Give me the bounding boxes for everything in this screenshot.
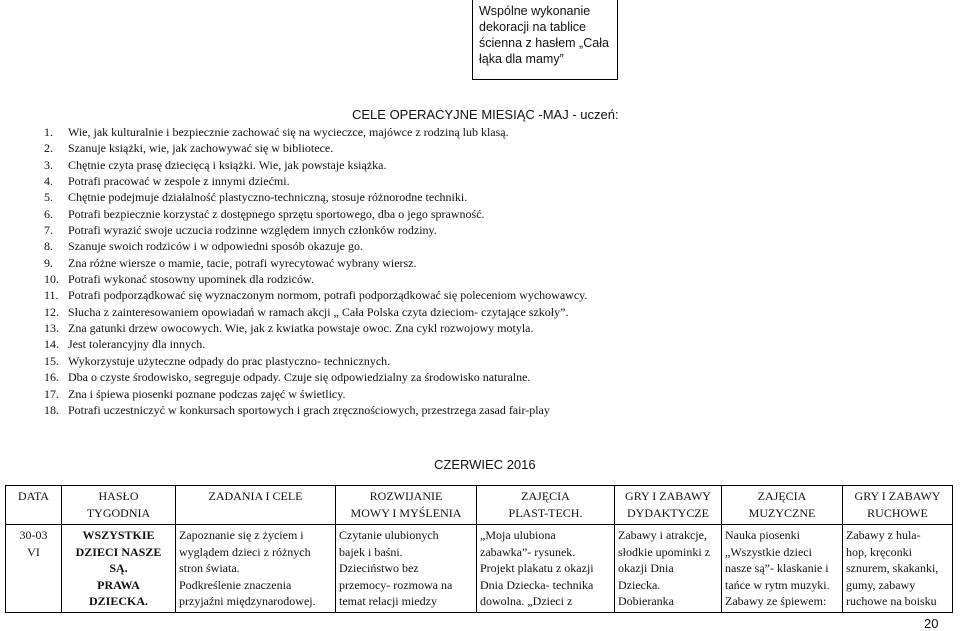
list-item [44, 353, 587, 369]
list-item-text: Wie, jak kulturalnie i bezpiecznie zachować się na wycieczce, majówce z rodziną lub klasą. [68, 125, 509, 139]
list-item [44, 124, 587, 140]
list-item-number: 8. [44, 239, 53, 254]
list-item-number: 18. [44, 402, 59, 417]
list-item-text: Potrafi wyrazić swoje uczucia rodzinne względem innych członków rodziny. [68, 223, 437, 238]
list-item-number: 4. [44, 174, 53, 189]
cell-haslo: WSZYSTKIE DZIECI NASZE SĄ. PRAWA DZIECKA. [62, 525, 176, 613]
list-item-number: 12. [44, 304, 59, 319]
cell-plast: „Moja ulubiona zabawka”- rysunek. Projekt plakatu z okazji Dnia Dziecka- technika dowolna. „Dzieci z [477, 525, 615, 613]
list-item [44, 336, 587, 352]
page-number: 20 [924, 616, 939, 631]
goals-list [44, 124, 587, 418]
list-item [44, 157, 587, 173]
list-item [44, 386, 587, 402]
top-activity-cell [472, 0, 618, 80]
goals-title: CELE OPERACYJNE MIESIĄC -MAJ - uczeń: [352, 107, 619, 122]
list-item [44, 320, 587, 336]
list-item-text: Potrafi uczestniczyć w konkursach sportowych i grach zręcznościowych, przestrzega zasad fair-play [68, 402, 550, 417]
top-cell-line: łąka dla mamy” [479, 52, 564, 66]
list-item-text: Potrafi bezpiecznie korzystać z dostępnego sprzętu sportowego, dba o jego sprawność. [68, 206, 485, 221]
list-item-number: 11. [44, 288, 59, 303]
header-data: DATA [6, 486, 62, 525]
list-item-text: Szanuje książki, wie, jak zachowywać się w bibliotece. [68, 141, 334, 156]
top-cell-line: Wspólne wykonanie [479, 4, 591, 18]
list-item-number: 14. [44, 337, 59, 352]
cell-muzyczne: Nauka piosenki „Wszystkie dzieci nasze są”- klaskanie i tańce w rytm muzyki. Zabawy ze śpiewem: [722, 525, 843, 613]
cell-mowa: Czytanie ulubionych bajek i baśni. Dzieciństwo bez przemocy- rozmowa na temat relacji miedzy [336, 525, 477, 613]
header-ruchowe: GRY I ZABAWY RUCHOWE [843, 486, 953, 525]
list-item-text: Zna gatunki drzew owocowych. Wie, jak z kwiatka powstaje owoc. Zna cykl rozwojowy motyla. [68, 321, 534, 336]
list-item-number: 13. [44, 321, 59, 336]
list-item-text: Potrafi podporządkować się wyznaczonym normom, potrafi podporządkować się poleceniom wychowawcy. [68, 288, 588, 303]
table-header-row [6, 486, 953, 525]
list-item-text: Chętnie podejmuje działalność plastyczno-techniczną, stosuje różnorodne techniki. [68, 190, 468, 205]
list-item-text: Dba o czyste środowisko, segreguje odpady. Czuje się odpowiedzialny za środowisko naturalne. [68, 370, 531, 385]
list-item-text: Zna różne wiersze o mamie, tacie, potrafi wyrecytować wybrany wiersz. [68, 255, 417, 270]
list-item-text: Słucha z zainteresowaniem opowiadań w ramach akcji „ Cała Polska czyta dzieciom- czytające szkoły”. [68, 304, 569, 319]
list-item [44, 287, 587, 303]
list-item [44, 206, 587, 222]
list-item [44, 304, 587, 320]
plan-table [5, 485, 953, 613]
top-cell-line: ścienna z hasłem „Cała [479, 36, 609, 50]
list-item-number: 1. [44, 125, 53, 139]
list-item-number: 2. [44, 141, 53, 156]
header-muzyczne: ZAJĘCIA MUZYCZNE [722, 486, 843, 525]
list-item [44, 140, 587, 156]
list-item [44, 271, 587, 287]
list-item [44, 222, 587, 238]
list-item-number: 5. [44, 190, 53, 205]
list-item [44, 255, 587, 271]
cell-zadania: Zapoznanie się z życiem i wyglądem dzieci z różnych stron świata. Podkreślenie znaczenia przyjaźni międzynarodowej. [176, 525, 336, 613]
list-item [44, 189, 587, 205]
cell-date: 30-03 VI [6, 525, 62, 613]
header-mowa: ROZWIJANIE MOWY I MYŚLENIA [336, 486, 477, 525]
header-zadania: ZADANIA I CELE [176, 486, 336, 525]
list-item-text: Wykorzystuje użyteczne odpady do prac plastyczno- technicznych. [68, 353, 391, 368]
list-item-number: 16. [44, 370, 59, 385]
list-item-number: 17. [44, 386, 59, 401]
list-item-number: 7. [44, 223, 53, 238]
header-dydakt: GRY I ZABAWY DYDAKTYCZE [615, 486, 722, 525]
list-item-text: Potrafi wykonać stosowny upominek dla rodziców. [68, 272, 314, 287]
list-item-number: 6. [44, 206, 53, 221]
list-item-text: Jest tolerancyjny dla innych. [68, 337, 206, 352]
list-item [44, 369, 587, 385]
cell-dydakt: Zabawy i atrakcje, słodkie upominki z okazji Dnia Dziecka. Dobieranka [615, 525, 722, 613]
list-item-number: 15. [44, 353, 59, 368]
header-haslo: HASŁO TYGODNIA [62, 486, 176, 525]
cell-ruchowe: Zabawy z hula- hop, kręconki sznurem, skakanki, gumy, zabawy ruchowe na boisku [843, 525, 953, 613]
list-item-text: Szanuje swoich rodziców i w odpowiedni sposób okazuje go. [68, 239, 363, 254]
list-item-text: Potrafi pracować w zespole z innymi dziećmi. [68, 174, 290, 189]
list-item-text: Chętnie czyta prasę dziecięcą i książki. Wie, jak powstaje książka. [68, 157, 387, 172]
month-title: CZERWIEC 2016 [434, 457, 536, 472]
list-item-number: 9. [44, 255, 53, 270]
list-item [44, 402, 587, 418]
list-item [44, 173, 587, 189]
list-item-text: Zna i śpiewa piosenki poznane podczas zajęć w świetlicy. [68, 386, 346, 401]
header-plast: ZAJĘCIA PLAST-TECH. [477, 486, 615, 525]
list-item [44, 238, 587, 254]
list-item-number: 3. [44, 157, 53, 172]
top-cell-line: dekoracji na tablice [479, 20, 587, 34]
list-item-number: 10. [44, 272, 59, 287]
table-row [6, 525, 953, 613]
